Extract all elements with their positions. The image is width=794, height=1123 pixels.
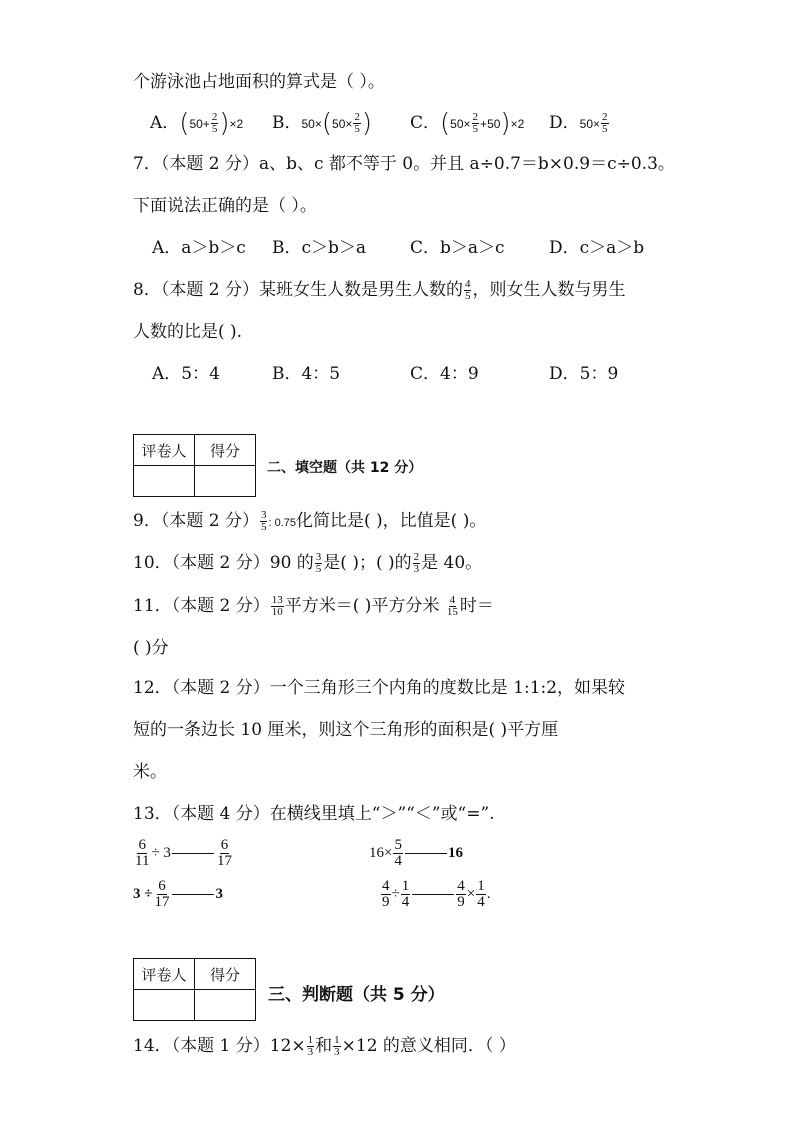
fraction: $\frac{1}{4}$	[477, 878, 485, 910]
q9-line: 9．（本题 2 分） $\frac{3}{5}$ : 0.75化简比是( )，比值是( )。	[133, 509, 487, 533]
q12-line3: 米。	[133, 762, 167, 782]
grader-cell	[134, 990, 195, 1021]
q11-line1: 11．（本题 2 分） $\frac{13}{10}$ 平方米＝( )平方分米 $\frac{4}{15}$ 时＝	[133, 594, 494, 618]
q8-option-a: A．5：4	[152, 364, 220, 384]
fraction: $\frac{2}{5}$	[472, 111, 479, 135]
compare-expr-3: 3 ÷ $\frac{6}{17}$ 3	[133, 878, 223, 910]
score-label: 得分	[195, 959, 256, 990]
fraction: $\frac{6}{17}$	[154, 878, 170, 910]
score-label: 得分	[195, 435, 256, 466]
fraction: $\frac{4}{15}$	[446, 594, 458, 618]
answer-blank[interactable]	[172, 894, 214, 895]
q13-line1: 13．（本题 4 分）在横线里填上“＞”“＜”或“=”.	[133, 804, 495, 824]
q7-line1: 7．（本题 2 分）a、b、c 都不等于 0。并且 a÷0.7＝b×0.9＝c÷0.3。	[133, 154, 675, 174]
fraction: $\frac{2}{5}$	[602, 111, 608, 135]
q7-line2: 下面说法正确的是（ ）。	[133, 196, 317, 216]
answer-blank[interactable]	[172, 853, 214, 854]
fraction: $\frac{4}{9}$	[382, 878, 390, 910]
fraction: $\frac{6}{11}$	[135, 837, 150, 869]
grading-table	[133, 434, 256, 497]
section-title-fill-in: 二、填空题（共 12 分）	[267, 460, 423, 476]
compare-expr-1: $\frac{6}{11}$ ÷ 3 $\frac{6}{17}$	[135, 837, 232, 869]
q8-option-b: B．4：5	[272, 364, 341, 384]
q8-line1: 8．（本题 2 分）某班女生人数是男生人数的 $\frac{4}{5}$ ，则女生人数与男生	[133, 278, 626, 302]
fraction: $\frac{4}{5}$	[464, 278, 471, 302]
q10-line: 10．（本题 2 分）90 的 $\frac{3}{5}$ 是( )；( )的 $\frac{2}{3}$ 是 40。	[133, 551, 483, 575]
fraction: $\frac{3}{5}$	[315, 551, 322, 575]
q7-option-a: A．a＞b＞c	[152, 238, 246, 258]
fraction: $\frac{5}{4}$	[394, 837, 402, 869]
fraction: $\frac{1}{3}$	[334, 1034, 340, 1058]
grader-label: 评卷人	[134, 959, 195, 990]
fraction: $\frac{13}{10}$	[271, 594, 283, 618]
q8-option-c: C．4：9	[410, 364, 479, 384]
q7-option-c: C．b＞a＞c	[410, 238, 505, 258]
answer-blank[interactable]	[405, 853, 447, 854]
q7-option-d: D．c＞a＞b	[549, 238, 645, 258]
fraction: $\frac{1}{3}$	[307, 1034, 314, 1058]
compare-expr-4: $\frac{4}{9}$ ÷ $\frac{1}{4}$ $\frac{4}{9}$ × $\frac{1}{4}$ .	[382, 878, 491, 910]
q6-option-b: B．50×(50× $\frac{2}{5}$ )	[272, 108, 373, 139]
q12-line1: 12．（本题 2 分）一个三角形三个内角的度数比是 1:1:2，如果较	[133, 678, 626, 698]
q14-line: 14．（本题 1 分）12× $\frac{1}{3}$ 和 $\frac{1}{3}$ ×12 的意义相同．（ ）	[133, 1034, 516, 1058]
q6-option-d: D．50× $\frac{2}{5}$	[549, 111, 608, 135]
q6-option-c: C．(50× $\frac{2}{5}$ +50)×2	[410, 108, 525, 139]
grader-cell	[134, 466, 195, 497]
grading-table	[133, 958, 256, 1021]
q6-option-a: A．(50+ $\frac{2}{5}$ )×2	[150, 108, 244, 139]
q11-line2: ( )分	[133, 638, 169, 658]
fraction: $\frac{2}{5}$	[211, 111, 218, 135]
q7-option-b: B．c＞b＞a	[272, 238, 367, 258]
answer-blank[interactable]	[412, 894, 454, 895]
q8-line2: 人数的比是( ).	[133, 322, 243, 342]
compare-expr-2: 16× $\frac{5}{4}$ 16	[369, 837, 463, 869]
fraction: $\frac{1}{4}$	[401, 878, 410, 910]
grader-label: 评卷人	[134, 435, 195, 466]
q12-line2: 短的一条边长 10 厘米，则这个三角形的面积是( )平方厘	[133, 720, 559, 740]
score-cell	[195, 466, 256, 497]
fraction: $\frac{2}{3}$	[413, 551, 420, 575]
fraction: $\frac{4}{9}$	[457, 878, 465, 910]
q8-option-d: D．5：9	[549, 364, 619, 384]
fraction: $\frac{3}{5}$	[260, 509, 267, 533]
score-cell	[195, 990, 256, 1021]
q6-text: 个游泳池占地面积的算式是（ ）。	[133, 72, 385, 92]
fraction: $\frac{2}{5}$	[354, 111, 360, 135]
section-title-true-false: 三、判断题（共 5 分）	[268, 985, 445, 1005]
fraction: $\frac{6}{17}$	[216, 837, 232, 869]
